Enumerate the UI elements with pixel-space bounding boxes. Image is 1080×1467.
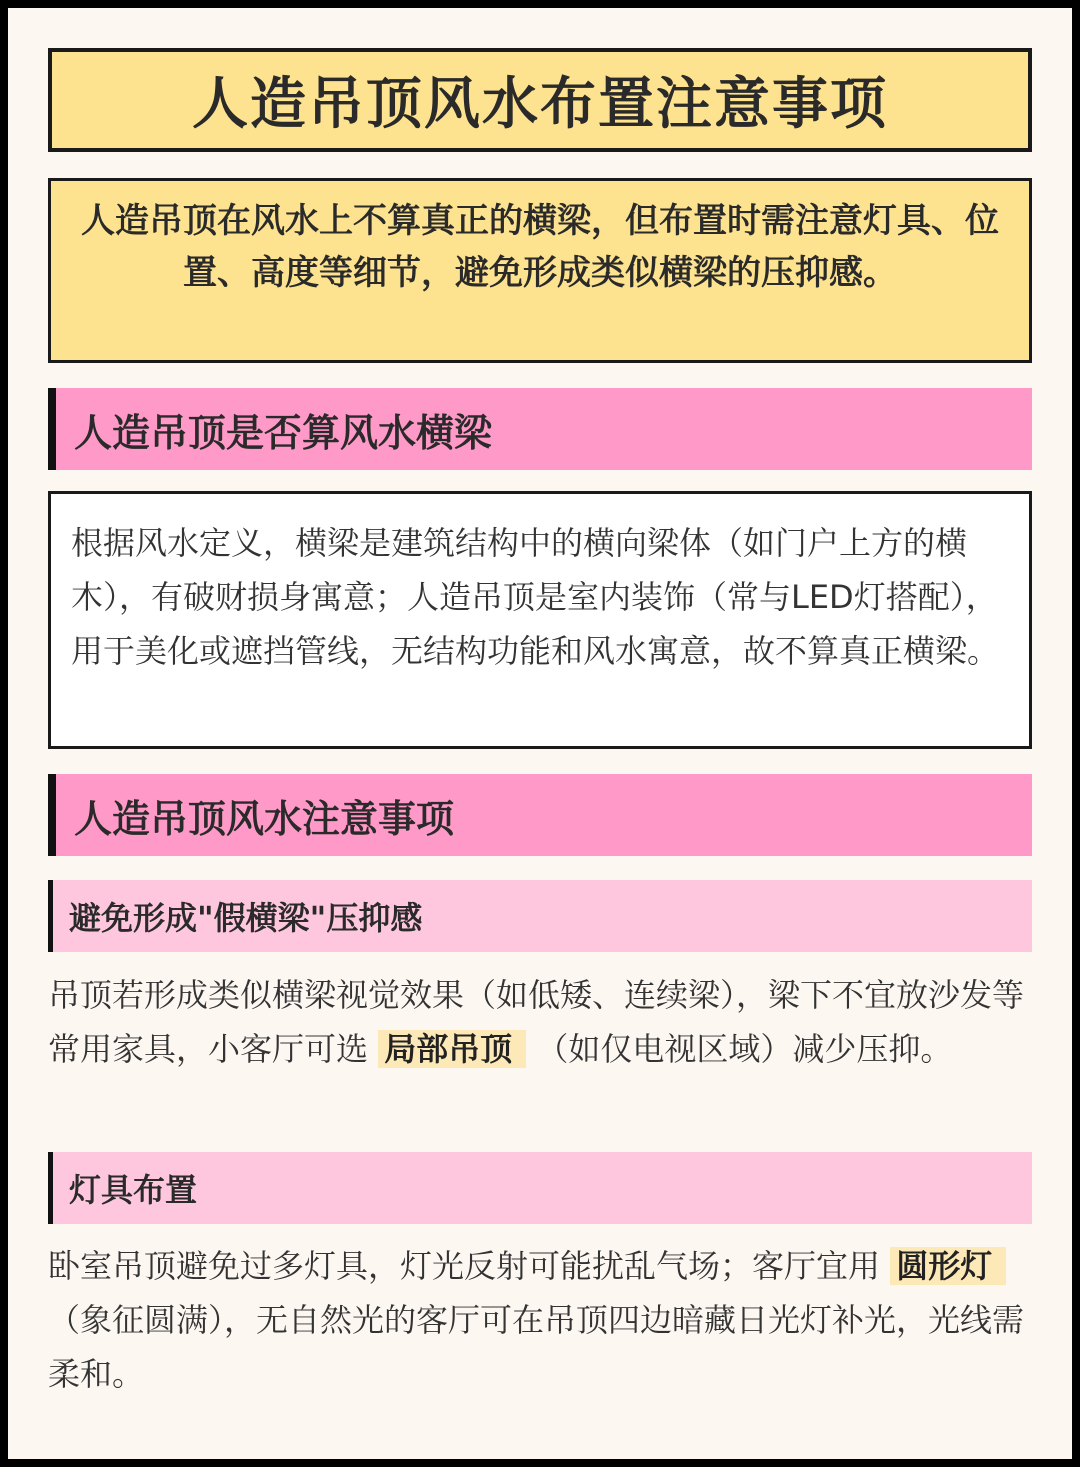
section-heading: 人造吊顶是否算风水横梁 — [74, 410, 493, 455]
paragraph-text: 卧室吊顶避免过多灯具，灯光反射可能扰乱气场；客厅宜用 — [48, 1247, 881, 1285]
definition-text: 根据风水定义，横梁是建筑结构中的横向梁体（如门户上方的横木），有破财损身寓意；人造吊顶是室内装饰（常与LED灯搭配），用于美化或遮挡管线，无结构功能和风水寓意，故不算真正横梁。 — [71, 524, 1000, 670]
sub-header-lighting — [48, 1152, 1032, 1224]
title-banner — [48, 48, 1032, 152]
summary-box — [48, 178, 1032, 363]
sub-heading: 避免形成"假横梁"压抑感 — [69, 899, 423, 937]
paragraph-text: （如仅电视区域）减少压抑。 — [536, 1030, 953, 1068]
highlight-text: 局部吊顶 — [378, 1030, 526, 1068]
section-header-beam-definition — [48, 388, 1032, 470]
section-heading: 人造吊顶风水注意事项 — [74, 796, 455, 841]
definition-box — [48, 491, 1032, 749]
page — [8, 8, 1072, 1459]
page-title: 人造吊顶风水布置注意事项 — [192, 72, 888, 137]
paragraph-lighting — [48, 1239, 1032, 1401]
paragraph-fake-beam — [48, 968, 1032, 1076]
summary-text: 人造吊顶在风水上不算真正的横梁，但布置时需注意灯具、位置、高度等细节，避免形成类似横梁的压抑感。 — [81, 201, 999, 293]
paragraph-text: 吊顶若形成类似横梁视觉效果（如低矮、连续梁），梁下不宜放沙发等常用家具，小客厅可选 — [48, 976, 1025, 1068]
highlight-text: 圆形灯 — [890, 1247, 1006, 1285]
sub-heading: 灯具布置 — [69, 1171, 198, 1209]
section-header-precautions — [48, 774, 1032, 856]
sub-header-fake-beam — [48, 880, 1032, 952]
paragraph-text: （象征圆满），无自然光的客厅可在吊顶四边暗藏日光灯补光，光线需柔和。 — [48, 1301, 1025, 1393]
